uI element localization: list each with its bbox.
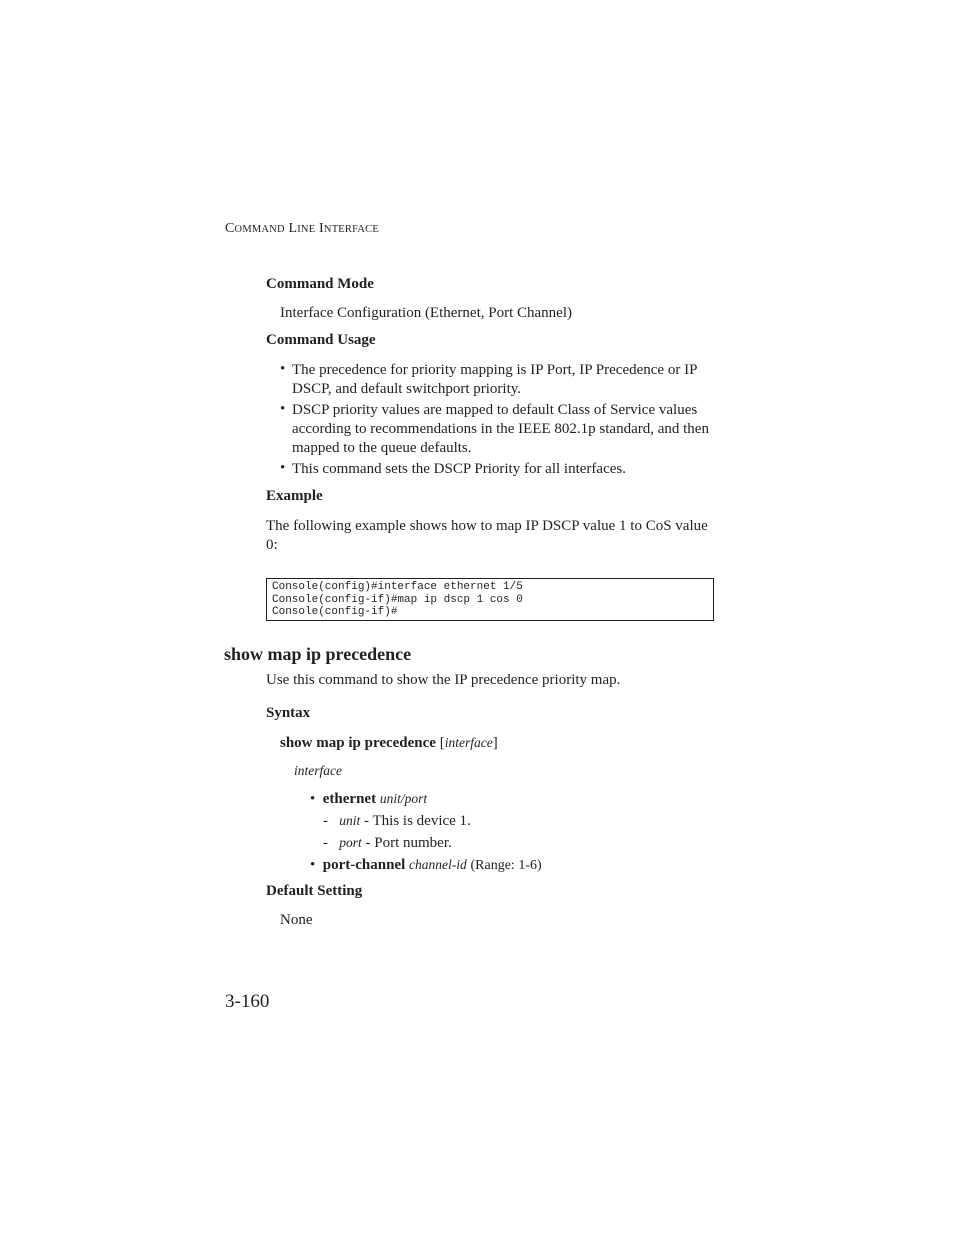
- bullet: •: [280, 401, 286, 417]
- code-line: Console(config)#interface ethernet 1/5: [272, 581, 523, 593]
- page-number: 3-160: [225, 991, 270, 1012]
- usage-bullet-3: This command sets the DSCP Priority for all interfaces.: [292, 461, 626, 477]
- syntax-param: interface: [444, 735, 493, 750]
- running-head: COMMAND LINE INTERFACE: [225, 221, 379, 236]
- command-mode-text: Interface Configuration (Ethernet, Port Channel): [280, 305, 572, 321]
- section-description: Use this command to show the IP precedence priority map.: [266, 672, 621, 688]
- default-setting-heading: Default Setting: [266, 883, 363, 899]
- param-label: interface: [294, 763, 342, 778]
- default-setting-text: None: [280, 912, 313, 928]
- usage-bullet-2: DSCP priority values are mapped to default Class of Service values according to recommendations in the IEEE 802.1p standard, and then mapped to the queue defaults.: [292, 402, 709, 456]
- example-text: The following example shows how to map IP DSCP value 1 to CoS value 0:: [266, 518, 708, 553]
- section-title: show map ip precedence: [224, 644, 412, 664]
- syntax-command: show map ip precedence: [280, 735, 436, 751]
- bullet: •: [280, 460, 286, 476]
- syntax-line: show map ip precedence [interface]: [280, 735, 498, 751]
- param-item-ethernet: • ethernet unit/port: [310, 791, 428, 807]
- bullet: •: [280, 361, 286, 377]
- code-example: [266, 578, 714, 621]
- code-line: Console(config-if)#map ip dscp 1 cos 0: [272, 593, 523, 606]
- syntax-heading: Syntax: [266, 705, 311, 721]
- code-line: Console(config-if)#: [272, 606, 398, 618]
- usage-bullet-1: The precedence for priority mapping is IP Port, IP Precedence or IP DSCP, and default switchport priority.: [292, 362, 697, 397]
- command-usage-heading: Command Usage: [266, 332, 376, 348]
- example-heading: Example: [266, 488, 323, 504]
- param-item-port-channel: • port-channel channel-id (Range: 1-6): [310, 857, 542, 873]
- sub-item-port: - port - Port number.: [323, 835, 452, 851]
- command-mode-heading: Command Mode: [266, 276, 374, 292]
- sub-item-unit: - unit - This is device 1.: [323, 813, 471, 829]
